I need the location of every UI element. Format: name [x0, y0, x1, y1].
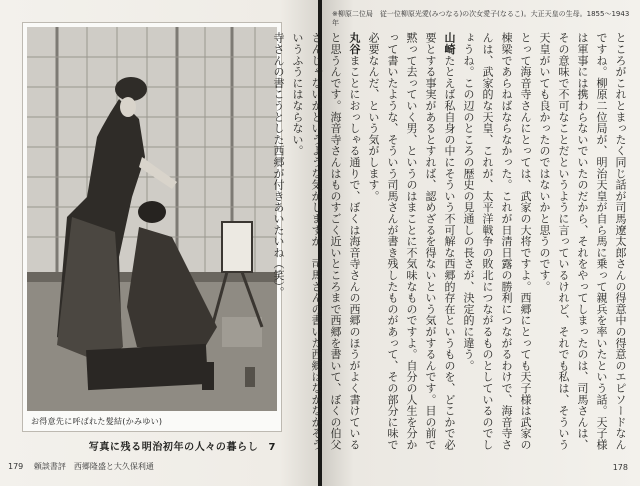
- vertical-body-text: [272, 32, 630, 456]
- paragraph-text: とって海音寺さんにとっては、武家の大将ですよ。西郷にとっても天子様は武家の棟梁であらねばならなかった。これが日清日露の勝利につながるわけで、海音寺さんは、武家的な天皇、これが、太平洋戦争の敗北につながるものとしているのでしょうね。この辺のところの歴史の見通しの長さが、決定的に違う。: [462, 32, 532, 451]
- photo-frame: [22, 22, 282, 432]
- paragraph: [459, 32, 535, 456]
- left-page-number: 179: [8, 462, 24, 471]
- annotation-note: ※柳原二位局 従一位柳原光愛(みつなる)の次女愛子(なるこ)。大正天皇の生母。1855～1943年: [332, 10, 630, 27]
- paragraph: [535, 32, 630, 456]
- paragraph: [364, 32, 459, 456]
- speaker-name: 丸谷: [348, 32, 361, 55]
- speaker-name: 山崎: [443, 32, 456, 55]
- left-footer: [8, 461, 154, 472]
- section-title-text: 写真に残る明治初年の人々の暮らし: [88, 442, 259, 453]
- paragraph-text: まことにおっしゃる通りで、ぼくは海音寺さんの西郷のほうがよく書けていると思うんです。海音寺さんはものすごく近いところまで西郷を書いて、ぼくの伯父さんじゃないかというような気がしますが、司馬さんの書いた西郷はなかなかそういうふうにはならない。: [291, 32, 361, 451]
- paragraph-text: ところがこれとまったく同じ話が司馬遼太郎さんの得意中の得意のエピソードなんですね。柳原二位局が、明治天皇が自ら馬に乗って親兵を率いたという話。天子様は軍事には携わらないでいたのだから、それをやってしまったのは、司馬さんは、その意味で不可なことだというように言っているけれど、それでも私は、そういう天皇がいても良かったのではないかと思うのです。: [538, 32, 627, 451]
- paragraph-text: 寺さんの書こうとした西郷が付きあいたいね（笑）。: [272, 32, 285, 298]
- paragraph: [269, 32, 288, 456]
- right-page-number: 178: [612, 463, 628, 472]
- running-header: 頼談書評 西郷隆盛と大久保利通: [33, 462, 154, 471]
- photo-caption: お得意先に呼ばれた髪結(かみゆい): [31, 417, 163, 426]
- section-title: [56, 438, 276, 453]
- section-number: 7: [268, 442, 276, 453]
- historical-photo: [27, 27, 277, 411]
- paragraph: [288, 32, 364, 456]
- hairdresser-photo-illustration: [27, 27, 277, 411]
- right-page: [272, 0, 640, 486]
- paragraph-text: たとえば私自身の中にそういう不可解な西郷的存在というものを、どこかで必要とする事実があるとすれば、認めざるを得ないという気がするんです。目の前で黙って去っていく男、というのはまことに不気味なものですよ。自分の人生を分かって書いたような、そういう司馬さんが書き残したものがあって、その部分に味で必要なんだ、という気がします。: [367, 32, 456, 451]
